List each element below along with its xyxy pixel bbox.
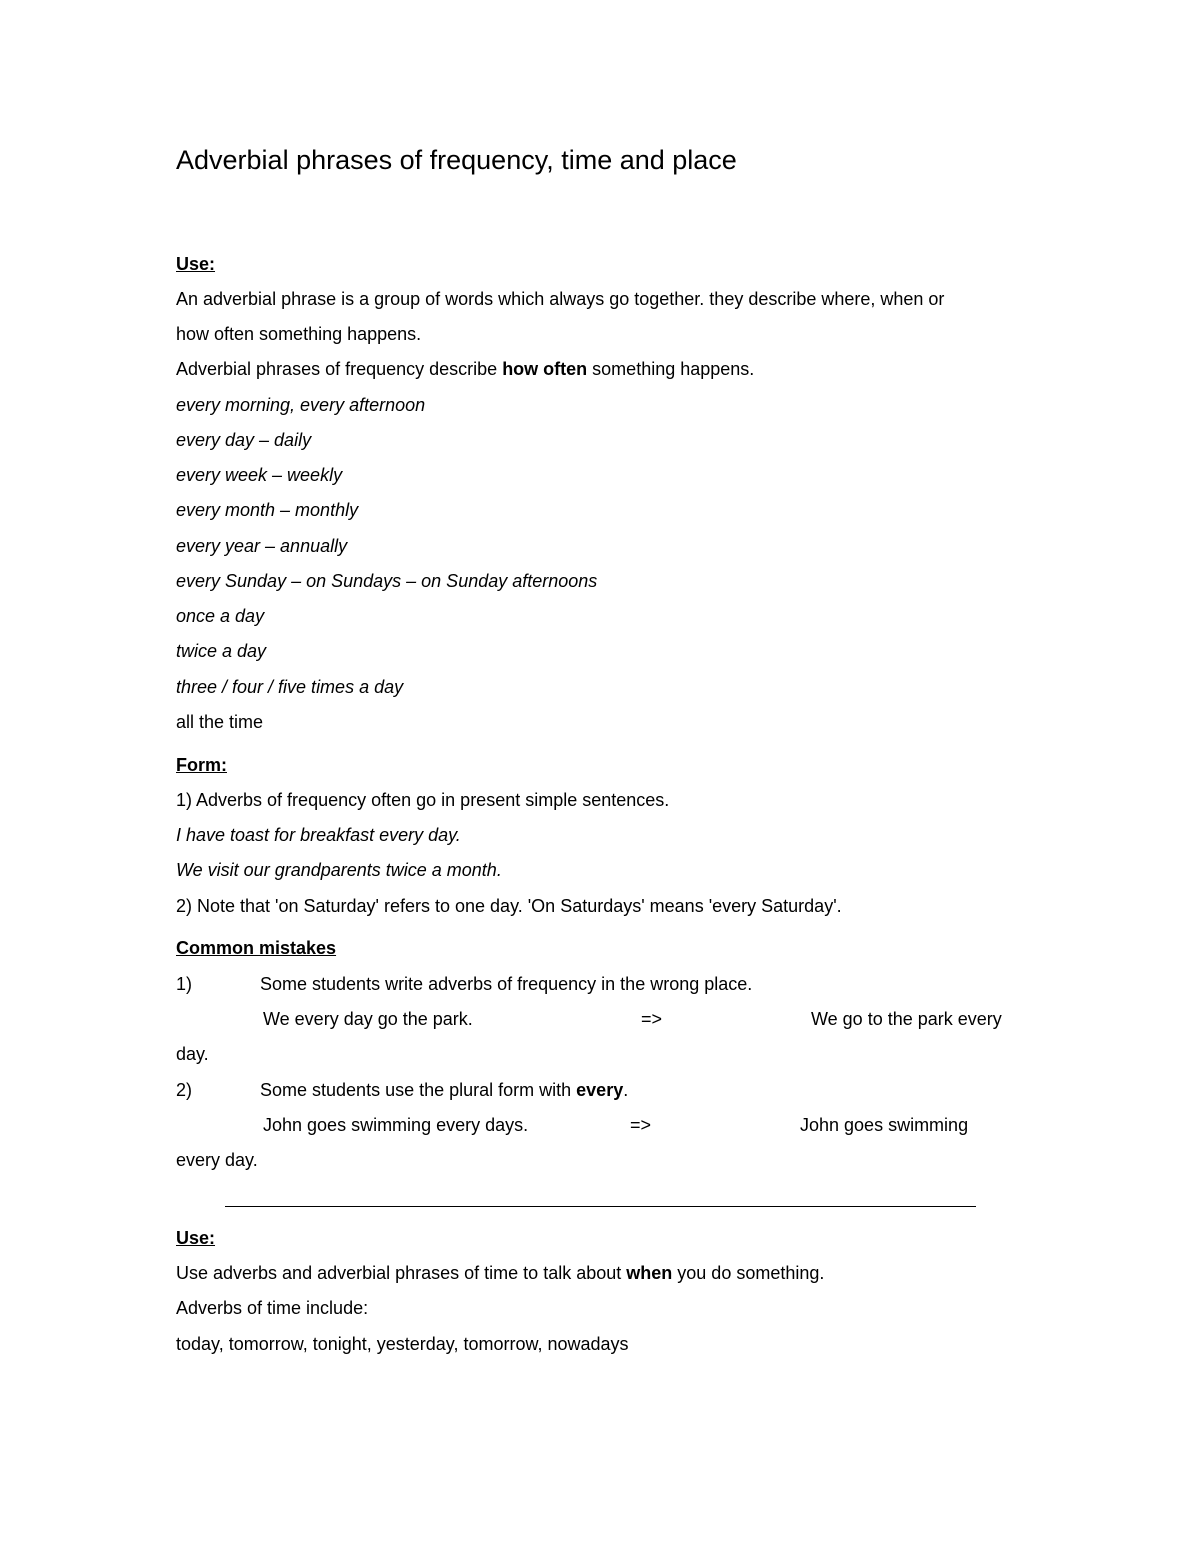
mistake-1-text: Some students write adverbs of frequency in the wrong place.: [260, 974, 753, 994]
time-usage-bold: when: [626, 1263, 673, 1283]
frequency-definition: [176, 358, 754, 380]
example-item: every day – daily: [176, 430, 312, 450]
adverbs-of-time-list: today, tomorrow, tonight, yesterday, tomorrow, nowadays: [176, 1334, 629, 1354]
mistake-1-number: 1): [176, 974, 193, 994]
example-item: every year – annually: [176, 536, 348, 556]
mistake-2-text-pre: Some students use the plural form with: [260, 1080, 577, 1100]
mistake-2-text-bold: every: [576, 1080, 624, 1100]
mistake-1-arrow: =>: [641, 1009, 663, 1029]
section-divider: [225, 1206, 976, 1207]
document-page: [176, 0, 1036, 1553]
mistake-2-arrow: =>: [630, 1115, 652, 1135]
mistake-2-text-post: .: [623, 1080, 629, 1100]
frequency-definition-post: something happens.: [587, 359, 755, 379]
time-usage-post: you do something.: [672, 1263, 825, 1283]
mistake-1-correct-example: We go to the park every: [811, 1009, 1002, 1029]
mistake-2-number: 2): [176, 1080, 193, 1100]
adverbs-of-time-intro: Adverbs of time include:: [176, 1298, 369, 1318]
example-item: once a day: [176, 606, 265, 626]
frequency-definition-pre: Adverbial phrases of frequency describe: [176, 359, 503, 379]
time-usage-line: [176, 1262, 824, 1284]
form-heading: Form:: [176, 755, 227, 775]
use-heading: Use:: [176, 254, 216, 274]
example-item: every month – monthly: [176, 500, 359, 520]
intro-text-line-2: how often something happens.: [176, 324, 422, 344]
intro-text-line-1: An adverbial phrase is a group of words which always go together. they describe where, when or: [176, 289, 945, 309]
form-example-1: I have toast for breakfast every day.: [176, 825, 461, 845]
form-point-2: 2) Note that 'on Saturday' refers to one day. 'On Saturdays' means 'every Saturday'.: [176, 896, 842, 916]
common-mistakes-heading: Common mistakes: [176, 938, 337, 958]
example-item: every week – weekly: [176, 465, 343, 485]
page-title: Adverbial phrases of frequency, time and place: [176, 145, 737, 175]
example-item: twice a day: [176, 641, 267, 661]
mistake-2-text: [260, 1079, 628, 1101]
example-item: three / four / five times a day: [176, 677, 404, 697]
example-item: every morning, every afternoon: [176, 395, 426, 415]
form-example-2: We visit our grandparents twice a month.: [176, 860, 502, 880]
example-item: every Sunday – on Sundays – on Sunday afternoons: [176, 571, 598, 591]
example-item-plain: all the time: [176, 712, 264, 732]
mistake-1-wrap: day.: [176, 1044, 209, 1064]
use-heading-2: Use:: [176, 1228, 216, 1248]
mistake-2-wrap: every day.: [176, 1150, 258, 1170]
mistake-2-correct-example: John goes swimming: [800, 1115, 969, 1135]
time-usage-pre: Use adverbs and adverbial phrases of time to talk about: [176, 1263, 627, 1283]
frequency-definition-bold: how often: [502, 359, 588, 379]
form-point-1: 1) Adverbs of frequency often go in present simple sentences.: [176, 790, 670, 810]
mistake-1-wrong-example: We every day go the park.: [263, 1009, 473, 1029]
mistake-2-wrong-example: John goes swimming every days.: [263, 1115, 529, 1135]
